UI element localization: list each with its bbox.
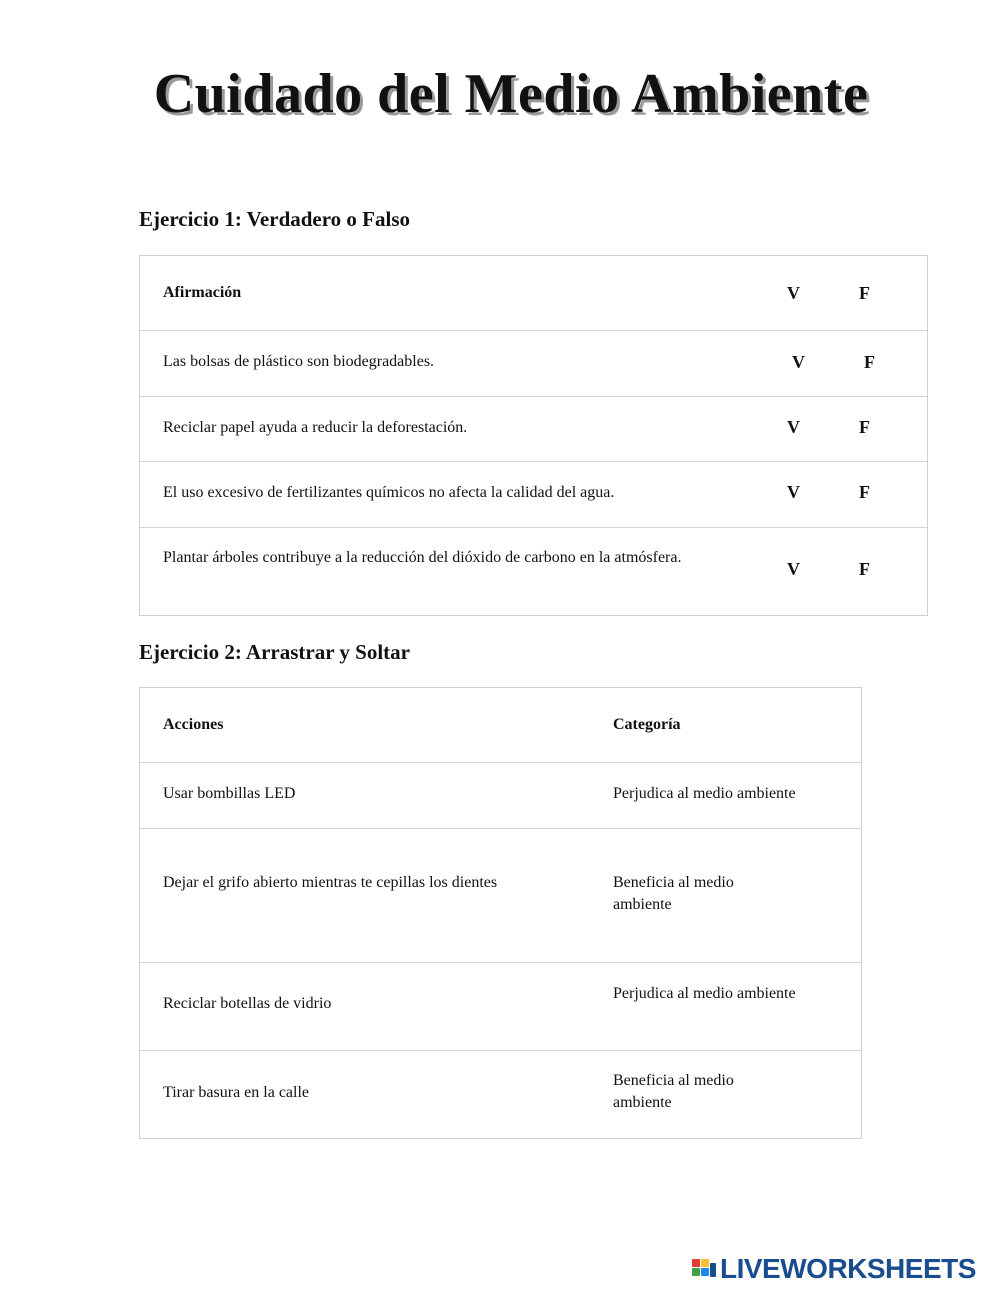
statement-text: Las bolsas de plástico son biodegradables.: [163, 353, 435, 370]
false-option[interactable]: F: [859, 417, 870, 437]
false-option[interactable]: F: [859, 559, 870, 579]
v-column-header: V: [787, 283, 800, 303]
table-row: [140, 330, 927, 396]
table-row: [140, 1050, 861, 1140]
action-text: Reciclar botellas de vidrio: [163, 995, 332, 1012]
false-option[interactable]: F: [859, 482, 870, 502]
table-row: [140, 762, 861, 828]
exercise-1-heading: Ejercicio 1: Verdadero o Falso: [139, 207, 411, 231]
page-title: Cuidado del Medio Ambiente: [153, 63, 869, 125]
table-row: [140, 962, 861, 1050]
true-option[interactable]: V: [792, 352, 805, 372]
statement-text: Reciclar papel ayuda a reducir la deforestación.: [163, 419, 468, 436]
category-column-header: Categoría: [613, 716, 681, 733]
category-drop-item[interactable]: Beneficia al medio ambiente: [613, 874, 734, 913]
table-row: [140, 527, 927, 617]
category-drop-item[interactable]: Perjudica al medio ambiente: [613, 785, 796, 802]
f-column-header: F: [859, 283, 870, 303]
false-option[interactable]: F: [864, 352, 875, 372]
table-row: [140, 396, 927, 461]
statement-column-header: Afirmación: [163, 284, 242, 301]
drag-drop-table: [139, 687, 862, 1139]
true-option[interactable]: V: [787, 559, 800, 579]
actions-column-header: Acciones: [163, 716, 224, 733]
statement-text: El uso excesivo de fertilizantes químicos no afecta la calidad del agua.: [163, 484, 615, 501]
brand-name: LIVEWORKSHEETS: [720, 1253, 976, 1284]
liveworksheets-logo-icon: [692, 1256, 718, 1282]
true-option[interactable]: V: [787, 417, 800, 437]
statement-text: Plantar árboles contribuye a la reducción del dióxido de carbono en la atmósfera.: [163, 549, 682, 566]
table-row: [140, 828, 861, 962]
exercise-2-heading: Ejercicio 2: Arrastrar y Soltar: [139, 640, 410, 664]
category-drop-item[interactable]: Perjudica al medio ambiente: [613, 985, 796, 1002]
category-drop-item[interactable]: Beneficia al medio ambiente: [613, 1072, 734, 1111]
table-header-row: [140, 256, 927, 331]
action-text: Usar bombillas LED: [163, 785, 296, 802]
true-option[interactable]: V: [787, 482, 800, 502]
true-false-table: [139, 255, 928, 616]
table-header-row: [140, 688, 861, 763]
action-text: Dejar el grifo abierto mientras te cepillas los dientes: [163, 874, 498, 891]
action-text: Tirar basura en la calle: [163, 1084, 310, 1101]
table-row: [140, 461, 927, 527]
liveworksheets-brand[interactable]: [692, 1253, 976, 1285]
